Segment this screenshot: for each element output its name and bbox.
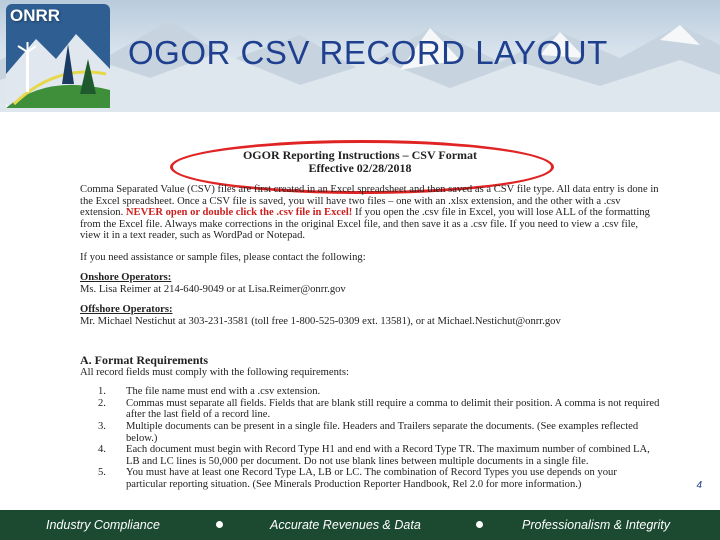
logo-text: ONRR	[10, 6, 61, 25]
offshore-contact: Mr. Michael Nestichut at 303-231-3581 (toll free 1-800-525-0309 ext. 13581), or at Michael.Nestichut@onrr.gov	[80, 315, 561, 327]
bullet-icon	[216, 521, 223, 528]
list-item: 1. The file name must end with a .csv extension.	[98, 386, 321, 398]
section-intro: All record fields must comply with the following requirements:	[80, 366, 349, 378]
footer-item-professionalism: Professionalism & Integrity	[522, 518, 670, 532]
doc-effective-date: Effective 02/28/2018	[308, 161, 412, 175]
never-warning: NEVER open or double click the .csv file in Excel!	[125, 207, 353, 219]
bullet-icon	[476, 521, 483, 528]
page-number: 4	[696, 480, 702, 491]
intro-paragraph	[80, 184, 660, 242]
doc-heading: OGOR Reporting Instructions – CSV Format	[242, 148, 478, 162]
assistance-paragraph: If you need assistance or sample files, please contact the following:	[80, 252, 366, 263]
list-item: 4. Each document must begin with Record Type H1 and end with a Record Type TR. The maximum number of combined LA, LB and LC lines is 50,000 per document. Do not use blank lines between multiple documents in a single file.	[98, 444, 650, 467]
list-item: 3. Multiple documents can be present in a single file. Headers and Trailers separate the documents. (See examples reflected below.)	[98, 420, 639, 444]
offshore-section	[80, 304, 660, 327]
footer-item-accurate-revenues: Accurate Revenues & Data	[270, 518, 421, 532]
onshore-contact: Ms. Lisa Reimer at 214-640-9049 or at Lisa.Reimer@onrr.gov	[80, 283, 346, 295]
intro-text-a: Comma Separated Value (CSV) files are first created in an Excel spreadsheet and then saved as a CSV file type. All data entry is done in the Excel spreadsheet. Once a CSV file is saved, you will have two files – one with an .xlsx extension, and the other with a .csv extension.	[80, 184, 659, 219]
page-title: OGOR CSV RECORD LAYOUT	[128, 34, 608, 71]
footer-bar	[0, 510, 720, 540]
header-banner	[0, 0, 720, 112]
offshore-title: Offshore Operators:	[80, 304, 173, 315]
footer-item-industry-compliance: Industry Compliance	[46, 518, 160, 532]
list-item: 2. Commas must separate all fields. Fields that are blank still require a comma to delimit their position. A comma is not required after the last field of a record line.	[98, 397, 660, 421]
onshore-section	[80, 272, 660, 295]
onshore-title: Onshore Operators:	[80, 272, 172, 283]
section-title: A. Format Requirements	[80, 353, 209, 367]
list-item: 5. You must have at least one Record Type LA, LB or LC. The combination of Record Types you use depends on your particular reporting situation. (See Minerals Production Reporter Handbook, Rel 2.0 for more information.)	[98, 467, 617, 490]
intro-text-b: If you open the .csv file in Excel, you will lose ALL of the formatting from the Excel file. Always make corrections in the original Excel file, and then save it as a .csv file. If you need to view a .csv file, view it in a text reader, such as WordPad or Notepad.	[80, 207, 650, 242]
document-scan	[60, 120, 660, 495]
format-section	[80, 355, 660, 491]
